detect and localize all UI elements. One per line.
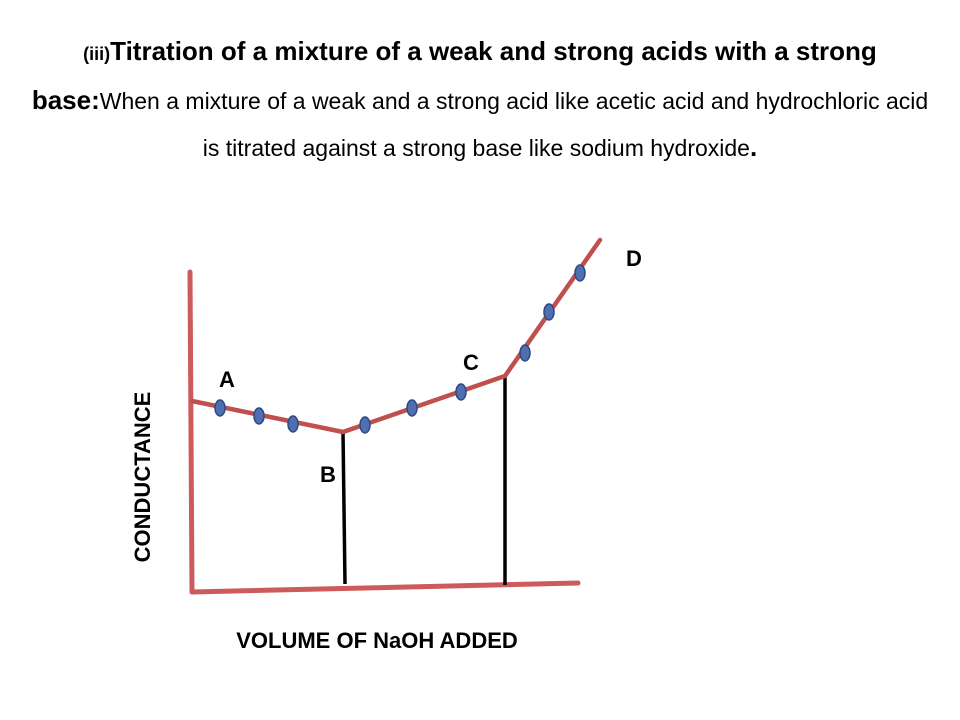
drop-line-b — [343, 432, 345, 584]
data-point — [215, 400, 225, 416]
title-body: When a mixture of a weak and a strong acid like acetic acid and hydrochloric acid is titrated against a strong base like sodium hydroxide — [99, 88, 929, 161]
point-label-d: D — [626, 246, 642, 271]
title-heading: Titration of a mixture of a weak and strong acids with a strong base — [31, 36, 877, 115]
title-prefix: (iii) — [83, 44, 111, 64]
data-point — [520, 345, 530, 361]
title-colon: : — [91, 85, 100, 115]
data-point — [456, 384, 466, 400]
x-axis — [192, 583, 578, 592]
axes — [190, 272, 578, 592]
drop-lines — [343, 376, 505, 585]
data-point — [360, 417, 370, 433]
x-axis-label: VOLUME OF NaOH ADDED — [236, 628, 518, 653]
data-point — [407, 400, 417, 416]
y-axis — [190, 272, 192, 592]
data-point — [288, 416, 298, 432]
data-point — [254, 408, 264, 424]
data-point — [544, 304, 554, 320]
data-markers — [215, 265, 585, 433]
data-point — [575, 265, 585, 281]
point-label-c: C — [463, 350, 479, 375]
title-end: . — [749, 132, 758, 162]
point-label-a: A — [219, 367, 235, 392]
conductance-curve — [192, 240, 600, 432]
y-axis-label: CONDUCTANCE — [130, 391, 155, 563]
point-label-b: B — [320, 462, 336, 487]
